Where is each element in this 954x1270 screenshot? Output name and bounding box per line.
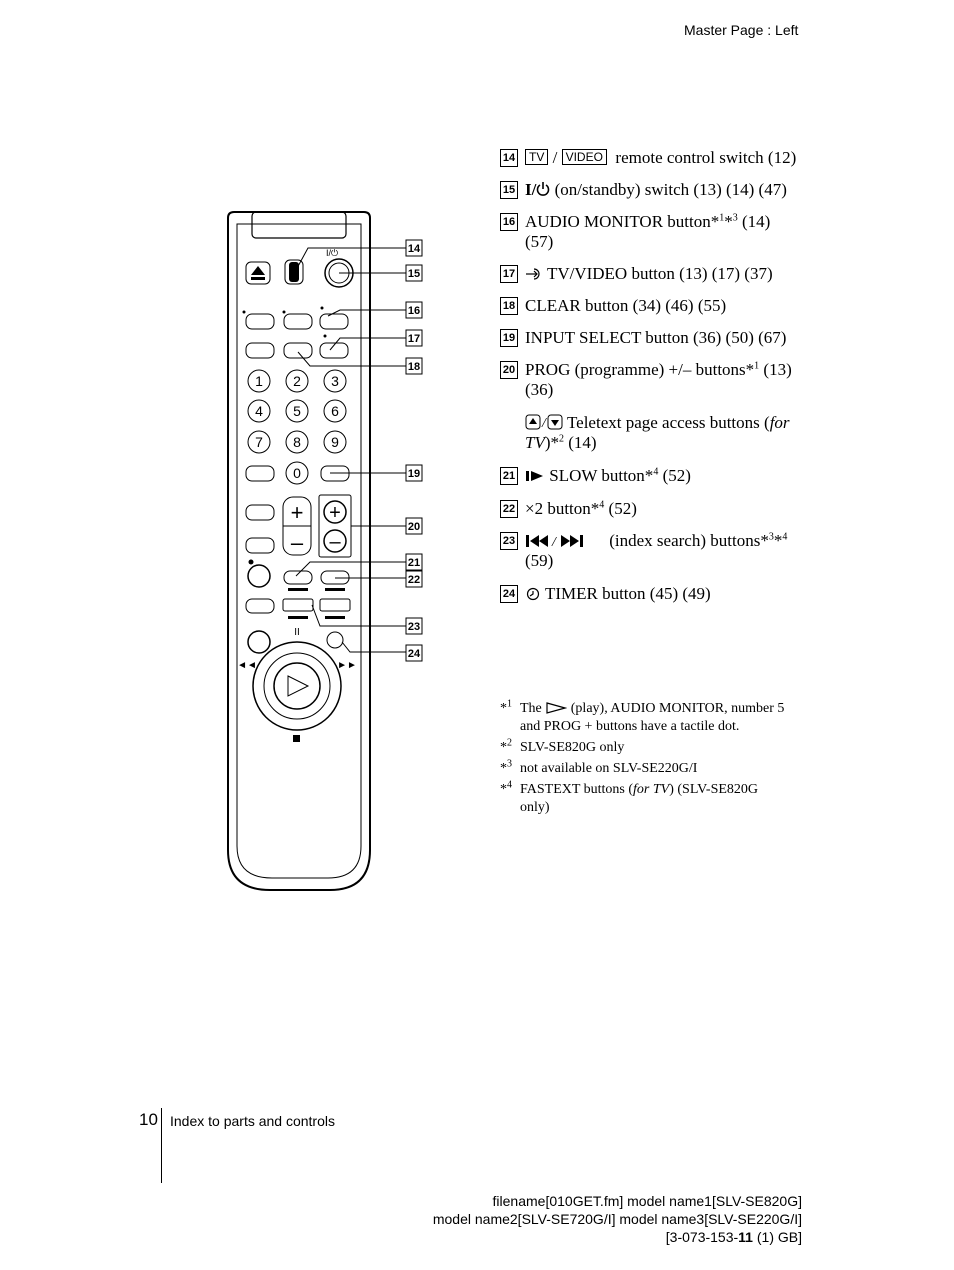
svg-text:17: 17 [407,333,421,345]
footer-divider [161,1108,162,1183]
svg-text:–: – [329,531,341,553]
svg-text:1: 1 [255,373,263,389]
svg-text:+: + [329,502,341,524]
timer-icon [525,587,541,601]
svg-text:8: 8 [293,434,301,450]
svg-text:7: 7 [255,434,263,450]
svg-text:16: 16 [407,305,421,317]
svg-text:9: 9 [331,434,339,450]
item-19: 19 INPUT SELECT button (36) (50) (67) [500,328,800,348]
svg-text:15: 15 [407,268,421,280]
svg-text:–: – [290,530,304,555]
svg-text:22: 22 [407,574,421,586]
item-22: 22 ×2 button*$^4$ (52) [500,499,800,519]
svg-text:14: 14 [407,243,421,255]
svg-text:21: 21 [407,557,421,569]
svg-text:24: 24 [407,648,421,660]
footnote-1: *$^1$ The (play), AUDIO MONITOR, number 5 and PROG + buttons have a tactile dot. [500,698,785,734]
svg-text:5: 5 [293,403,301,419]
item-14: 14 TV / VIDEO remote control switch (12) [500,148,800,168]
tv-video-switch [285,260,303,284]
transport-ring [237,627,357,742]
master-page-label: Master Page : Left [684,22,799,38]
footnote-3: *$^3$ not available on SLV-SE220G/I [500,758,698,776]
item-16: 16 AUDIO MONITOR button*$^1$*$^3$ (14) (57) [500,212,800,252]
item-23: 23 / (index search) buttons*$^3$*$^4$ (59) [500,531,800,571]
svg-text:2: 2 [293,373,301,389]
svg-text:II: II [294,627,300,638]
slow-icon [525,469,545,483]
index-icon [525,534,605,548]
prog-buttons [319,495,351,557]
svg-text:/: / [542,416,546,430]
teletext-icon [525,414,563,430]
callout-numbers [406,240,422,661]
footnote-4: *$^4$ FASTEXT buttons (for TV) (SLV-SE820G only) [500,779,759,815]
svg-text:/: / [552,535,556,548]
power-label: I/⏻ [326,248,339,258]
remote-control-illustration [220,210,440,900]
footnote-2: *$^2$ SLV-SE820G only [500,737,625,755]
item-teletext: / Teletext page access buttons (for TV)*$^2$ (14) [525,413,790,452]
svg-text:19: 19 [407,468,421,480]
svg-text:4: 4 [255,403,263,419]
item-15: 15 I/ (on/standby) switch (13) (14) (47) [500,180,800,200]
page-number: 10 [139,1110,158,1129]
svg-text:0: 0 [293,465,301,481]
svg-text:►►: ►► [337,660,357,671]
item-21: 21 SLOW button*$^4$ (52) [500,466,800,486]
file-info: filename[010GET.fm] model name1[SLV-SE820G] model name2[SLV-SE720G/I] model name3[SLV-SE220G/I] [3-073-153-11 (1) GB] [432,1193,802,1245]
svg-text:3: 3 [331,373,339,389]
svg-text:23: 23 [407,621,421,633]
item-18: 18 CLEAR button (34) (46) (55) [500,296,800,316]
footnotes [500,700,790,820]
parts-list [500,148,800,604]
power-icon [536,181,550,197]
input-icon [525,267,543,281]
play-icon [545,702,567,714]
item-20: 20 PROG (programme) +/– buttons*$^1$ (13) (36) [500,360,800,400]
section-title: Index to parts and controls [170,1113,335,1129]
svg-text:20: 20 [407,521,421,533]
svg-text:18: 18 [407,361,421,373]
item-24: 24 TIMER button (45) (49) [500,584,800,604]
number-keys [246,370,349,484]
eject-button [246,262,270,284]
svg-text:6: 6 [331,403,339,419]
volume-buttons [283,497,311,555]
svg-text:+: + [290,500,304,525]
item-17: 17 TV/VIDEO button (13) (17) (37) [500,264,800,284]
svg-text:◄◄: ◄◄ [237,660,257,671]
